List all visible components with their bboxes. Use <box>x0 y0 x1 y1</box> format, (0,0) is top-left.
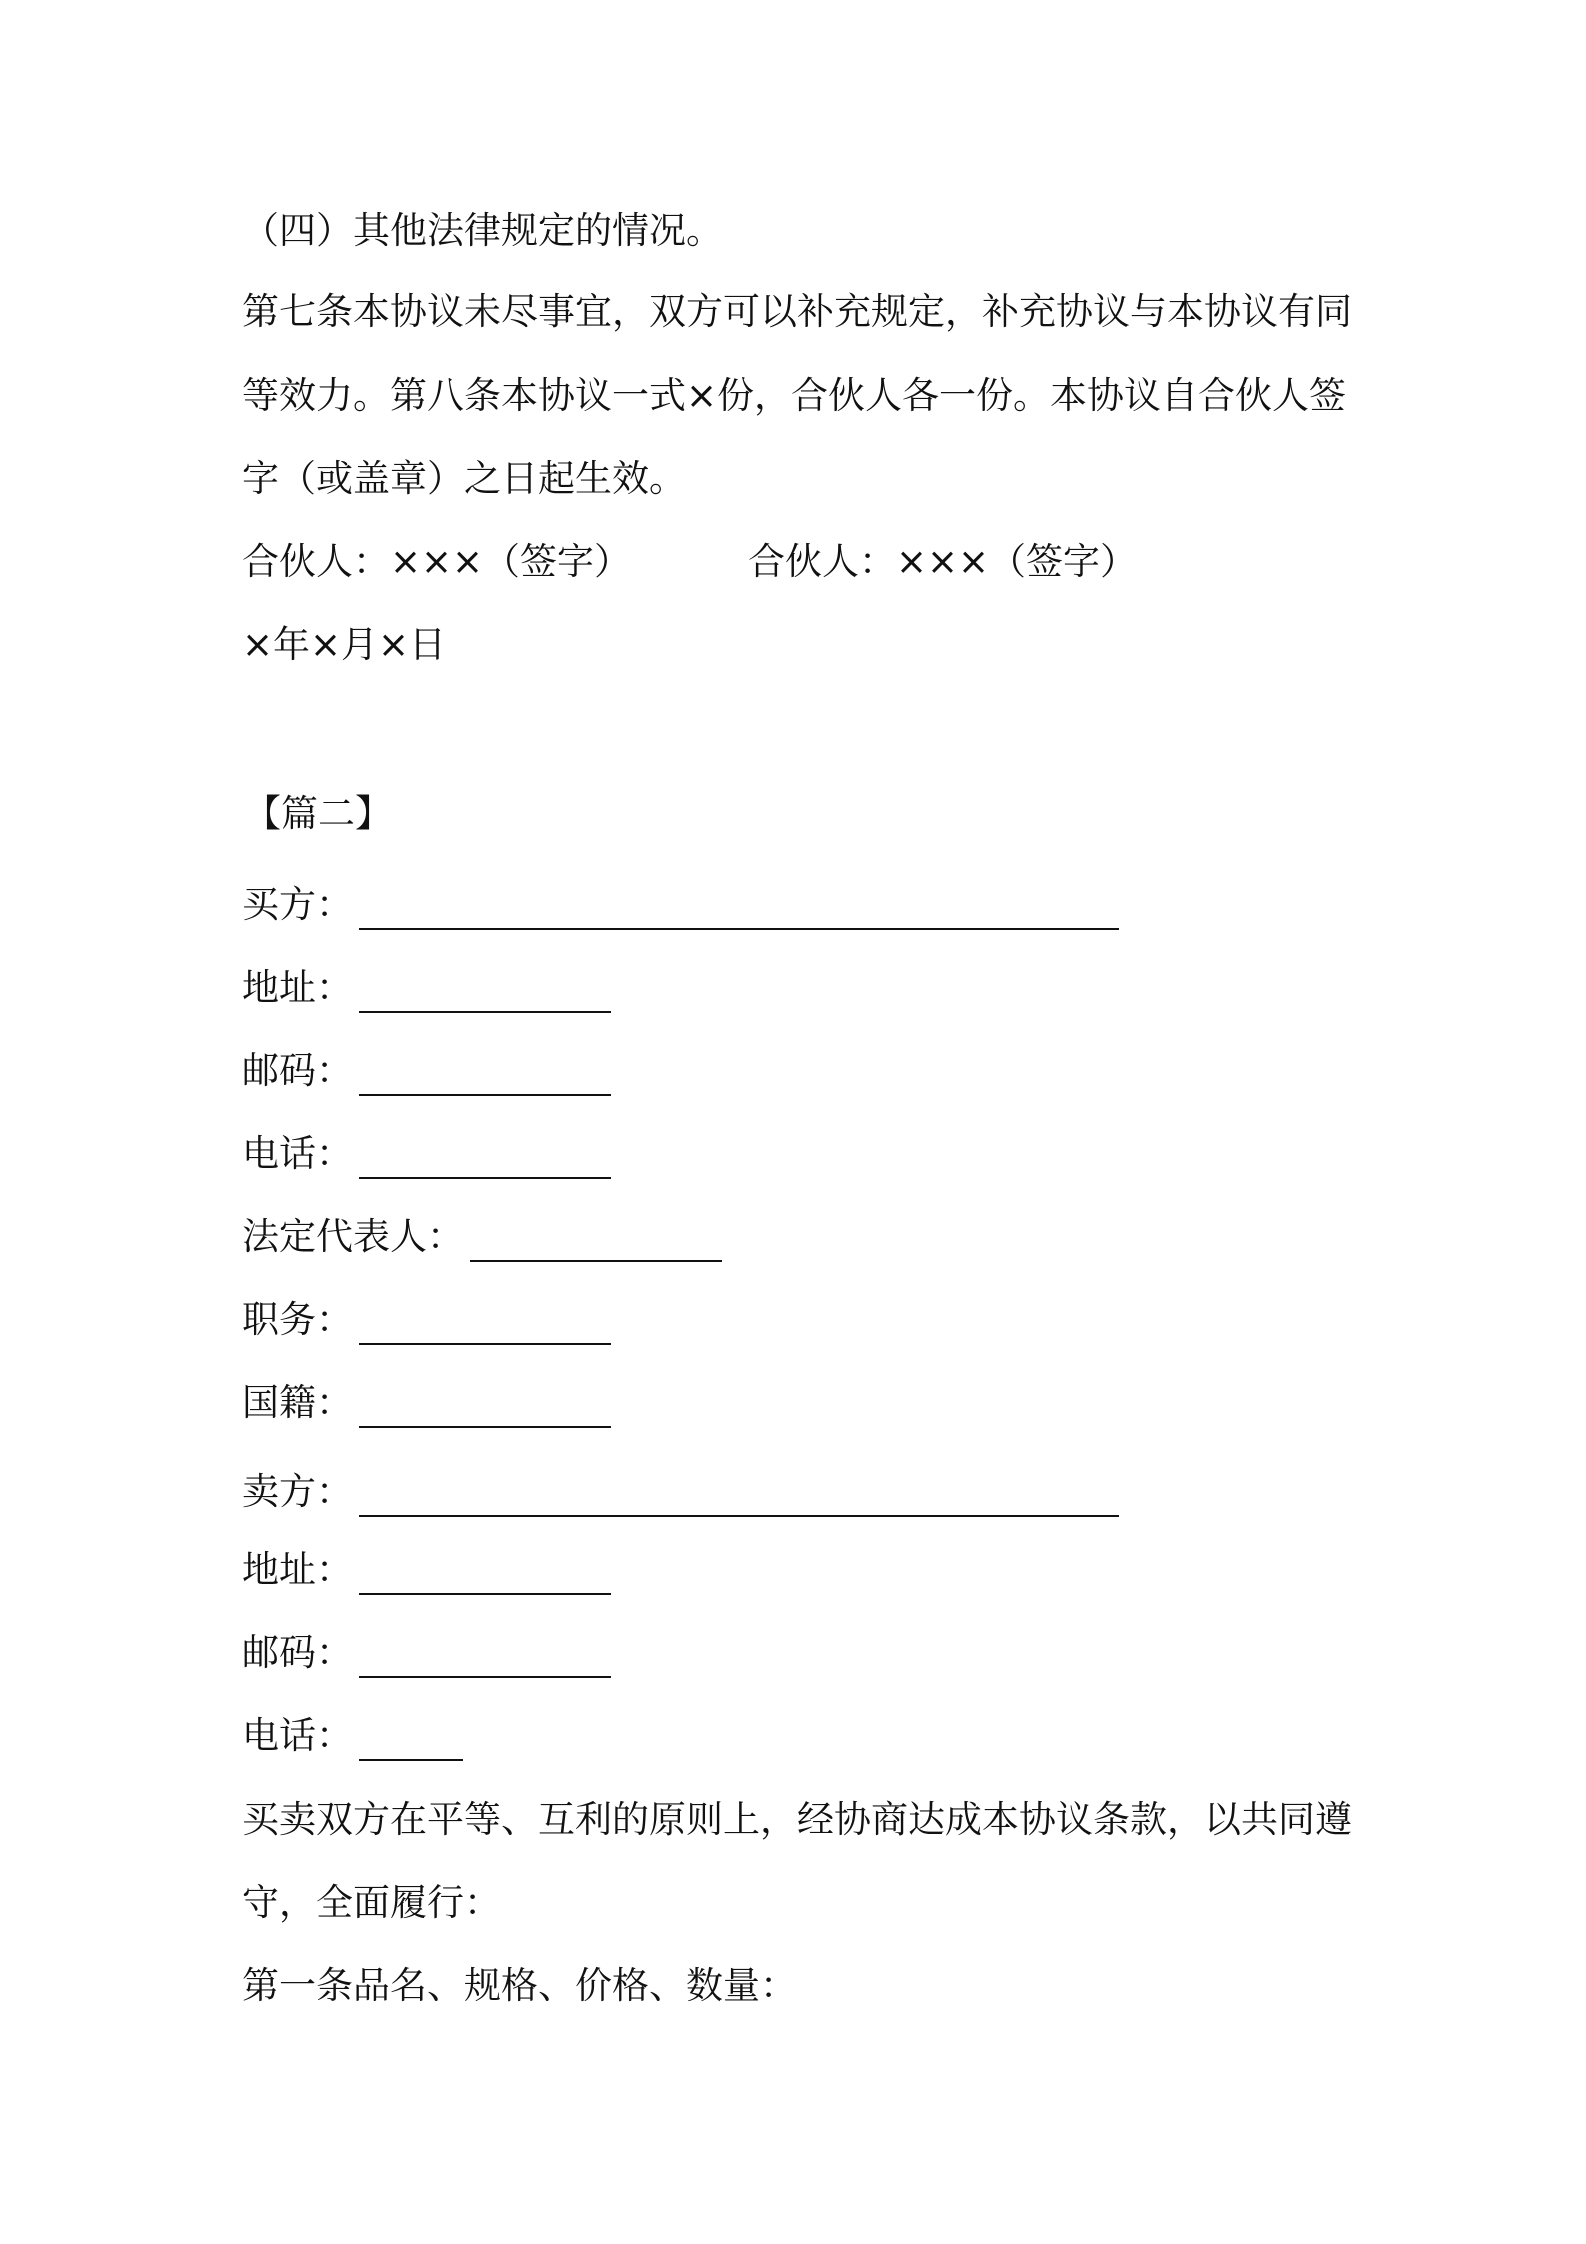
article-7-line-1: 第七条本协议未尽事宜，双方可以补充规定，补充协议与本协议有同 <box>242 290 1352 333</box>
buyer-postcode-label: 邮码： <box>242 1049 353 1092</box>
buyer-postcode-field <box>242 1046 611 1096</box>
buyer-legal-rep-field <box>242 1212 722 1262</box>
buyer-position-field <box>242 1295 611 1345</box>
preamble-line-2: 守，全面履行： <box>242 1881 501 1924</box>
seller-name-field <box>242 1467 1119 1517</box>
article-1-heading: 第一条品名、规格、价格、数量： <box>242 1964 797 2007</box>
article-7-line-3: 字（或盖章）之日起生效。 <box>242 457 686 500</box>
seller-postcode-field <box>242 1628 611 1678</box>
seller-name-label: 卖方： <box>242 1470 353 1513</box>
buyer-nationality-field <box>242 1378 611 1428</box>
buyer-nationality-blank <box>359 1388 611 1428</box>
seller-address-field <box>242 1545 611 1595</box>
seller-postcode-label: 邮码： <box>242 1631 353 1674</box>
buyer-phone-field <box>242 1129 611 1179</box>
partner-signature-1: 合伙人：×××（签字） <box>242 540 632 583</box>
partner-signature-2: 合伙人：×××（签字） <box>748 540 1138 583</box>
seller-address-blank <box>359 1555 611 1595</box>
signing-date: ×年×月×日 <box>242 623 447 666</box>
buyer-nationality-label: 国籍： <box>242 1381 353 1424</box>
article-7-line-2: 等效力。第八条本协议一式×份，合伙人各一份。本协议自合伙人签 <box>242 374 1347 417</box>
buyer-phone-blank <box>359 1139 611 1179</box>
buyer-position-label: 职务： <box>242 1298 353 1341</box>
buyer-name-field <box>242 880 1119 930</box>
buyer-address-blank <box>359 973 611 1013</box>
seller-address-label: 地址： <box>242 1548 353 1591</box>
buyer-address-label: 地址： <box>242 966 353 1009</box>
seller-phone-field <box>242 1711 463 1761</box>
buyer-name-label: 买方： <box>242 883 353 926</box>
buyer-position-blank <box>359 1305 611 1345</box>
buyer-legal-rep-label: 法定代表人： <box>242 1215 464 1258</box>
seller-postcode-blank <box>359 1638 611 1678</box>
buyer-phone-label: 电话： <box>242 1132 353 1175</box>
seller-phone-label: 电话： <box>242 1714 353 1757</box>
buyer-legal-rep-blank <box>470 1222 722 1262</box>
item-four-text: （四）其他法律规定的情况。 <box>242 209 723 252</box>
seller-phone-blank <box>359 1721 463 1761</box>
buyer-address-field <box>242 963 611 1013</box>
preamble-line-1: 买卖双方在平等、互利的原则上，经协商达成本协议条款，以共同遵 <box>242 1798 1352 1841</box>
section-heading: 【篇二】 <box>244 792 392 835</box>
buyer-name-blank <box>359 890 1119 930</box>
seller-name-blank <box>359 1477 1119 1517</box>
buyer-postcode-blank <box>359 1056 611 1096</box>
